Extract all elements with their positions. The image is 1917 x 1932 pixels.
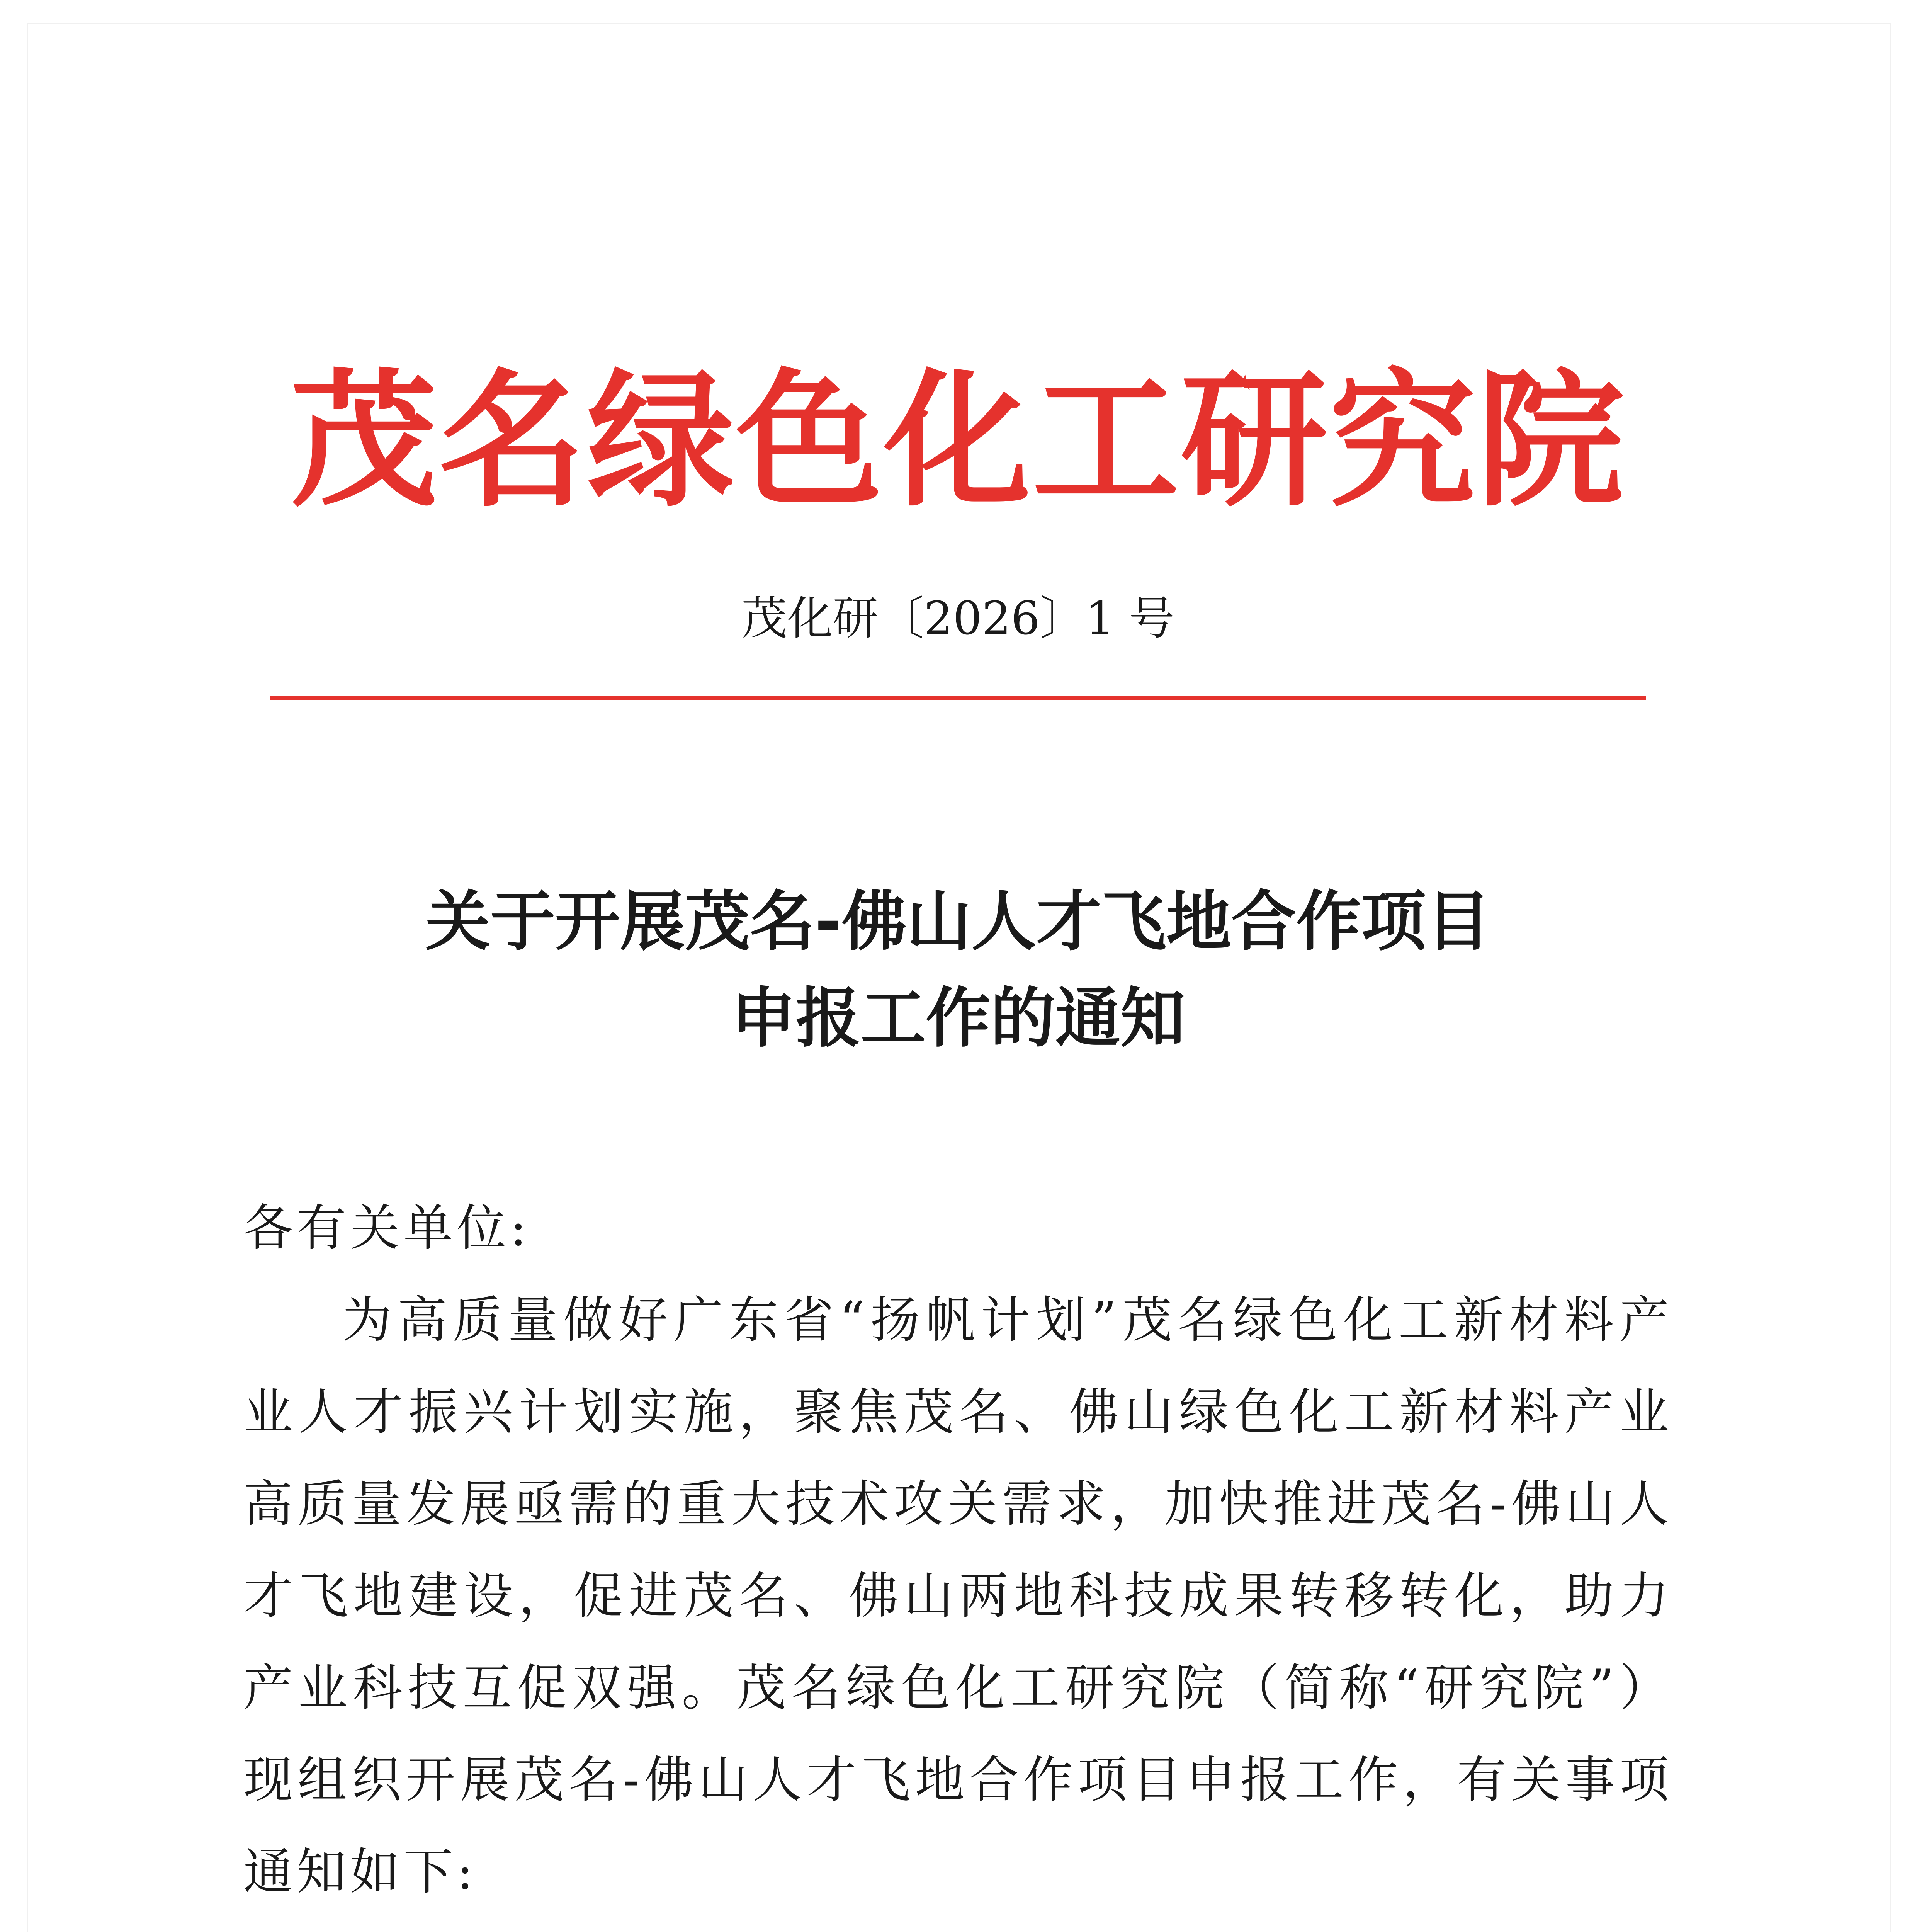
notice-title-line-2: 申报工作的通知 xyxy=(731,980,1185,1056)
notice-title xyxy=(232,873,1684,1066)
salutation: 各有关单位: xyxy=(243,1199,531,1257)
header-divider-line xyxy=(270,696,1646,700)
notice-body xyxy=(243,1182,1673,1932)
document-number: 茂化研〔2026〕1 号 xyxy=(741,592,1175,645)
organization-header: 茂名绿色化工研究院 xyxy=(291,354,1626,527)
intro-paragraph: 为高质量做好广东省“扬帆计划”茂名绿色化工新材料产业人才振兴计划实施，聚焦茂名、佛山绿色化工新材料产业高质量发展亟需的重大技术攻关需求，加快推进茂名-佛山人才飞地建设，促进茂名、佛山两地科技成果转移转化，助力产业科技互促双强。茂名绿色化工研究院（简称“研究院”）现组织开展茂名-佛山人才飞地合作项目申报工作，有关事项通知如下: xyxy=(243,1291,1673,1901)
notice-title-line-1: 关于开展茂名-佛山人才飞地合作项目 xyxy=(425,884,1491,959)
section-heading-application-instructions xyxy=(243,1918,1673,1932)
